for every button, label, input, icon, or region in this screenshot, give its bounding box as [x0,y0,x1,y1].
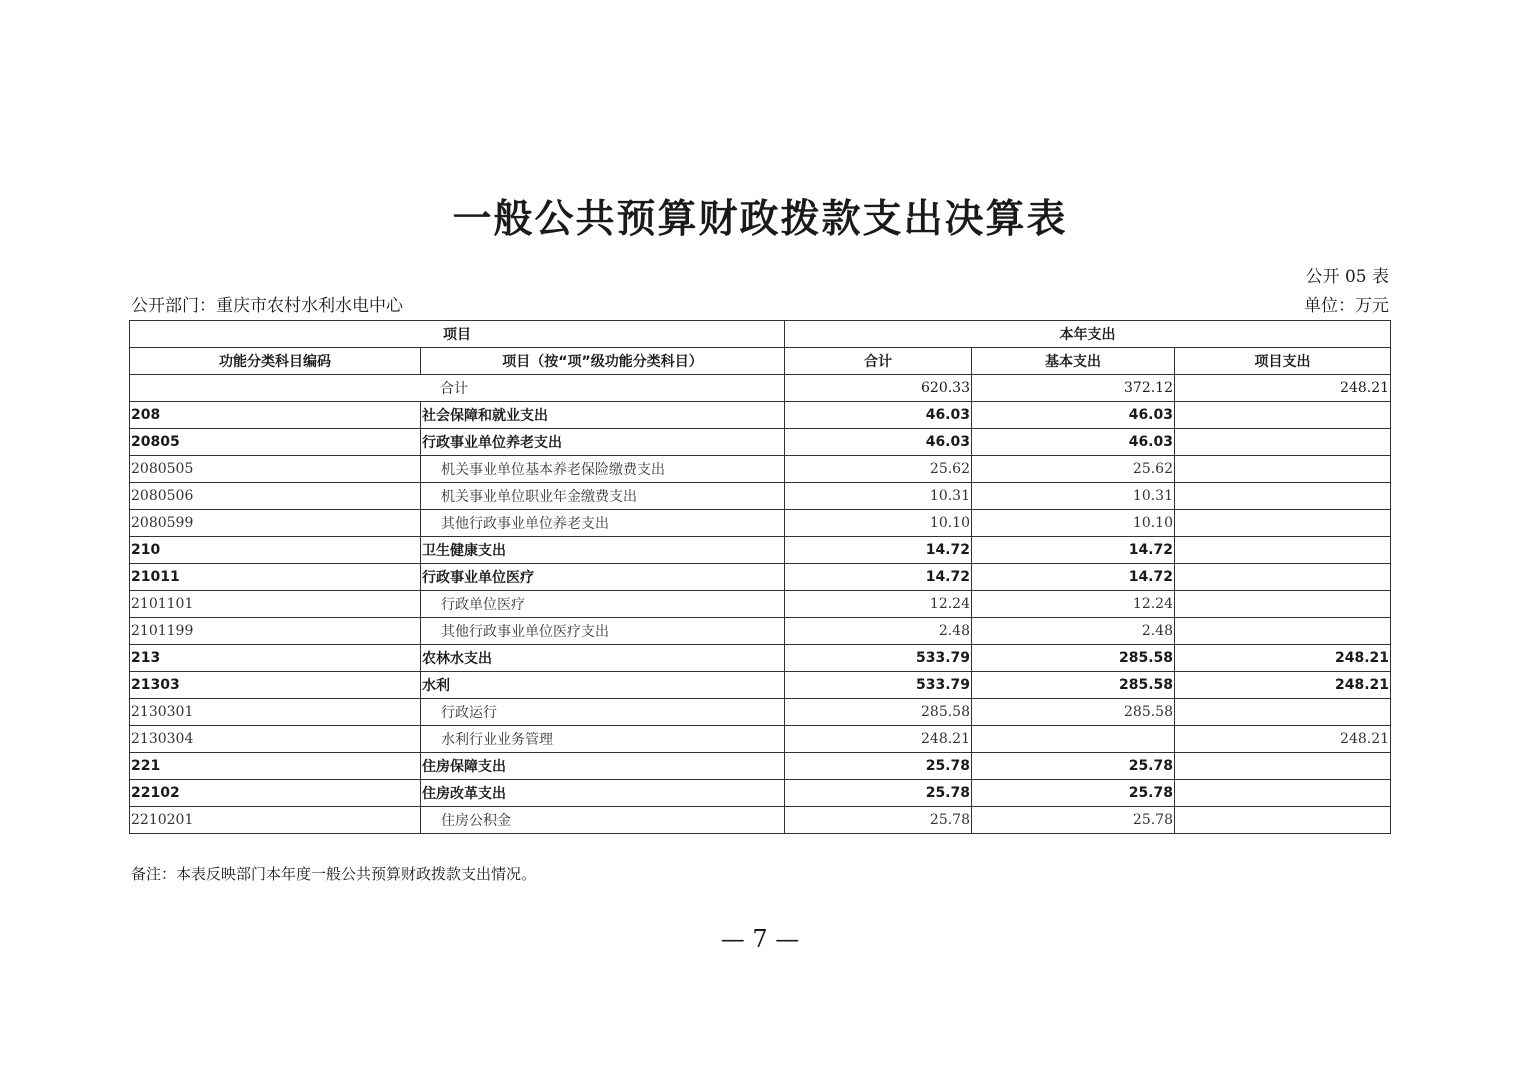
cell-total: 2.48 [785,618,972,645]
cell-name: 水利 [421,672,785,699]
cell-code: 221 [130,753,421,780]
cell-basic: 46.03 [972,402,1175,429]
cell-name: 住房改革支出 [421,780,785,807]
cell-project [1175,429,1391,456]
cell-code: 20805 [130,429,421,456]
table-row [130,537,1391,564]
column-header-basic: 基本支出 [972,348,1175,375]
table-row [130,483,1391,510]
cell-code: 21011 [130,564,421,591]
cell-code: 2130301 [130,699,421,726]
cell-total: 25.62 [785,456,972,483]
cell-name: 行政事业单位养老支出 [421,429,785,456]
cell-project [1175,807,1391,834]
column-header-name: 项目（按“项”级功能分类科目） [421,348,785,375]
cell-project: 248.21 [1175,672,1391,699]
cell-basic: 285.58 [972,645,1175,672]
cell-code: 2101101 [130,591,421,618]
cell-basic: 25.62 [972,456,1175,483]
cell-name: 其他行政事业单位养老支出 [421,510,785,537]
document-title: 一般公共预算财政拨款支出决算表 [452,196,1068,242]
cell-total: 14.72 [785,564,972,591]
cell-total: 10.31 [785,483,972,510]
cell-basic: 12.24 [972,591,1175,618]
cell-total: 533.79 [785,645,972,672]
group-header-current-year: 本年支出 [785,321,1391,348]
table-row [130,807,1391,834]
cell-basic: 14.72 [972,564,1175,591]
unit-label: 单位：万元 [1304,296,1389,316]
cell-basic: 14.72 [972,537,1175,564]
cell-code: 2101199 [130,618,421,645]
cell-total: 14.72 [785,537,972,564]
cell-name: 农林水支出 [421,645,785,672]
cell-name: 机关事业单位基本养老保险缴费支出 [421,456,785,483]
cell-code: 2130304 [130,726,421,753]
column-header-project: 项目支出 [1175,348,1391,375]
cell-code: 22102 [130,780,421,807]
cell-code: 2080599 [130,510,421,537]
table-row [130,780,1391,807]
cell-total: 25.78 [785,780,972,807]
cell-name: 行政单位医疗 [421,591,785,618]
cell-total: 12.24 [785,591,972,618]
table-row [130,510,1391,537]
cell-total: 533.79 [785,672,972,699]
table-row [130,645,1391,672]
cell-project: 248.21 [1175,645,1391,672]
cell-total: 25.78 [785,807,972,834]
cell-project [1175,591,1391,618]
cell-name: 机关事业单位职业年金缴费支出 [421,483,785,510]
cell-project [1175,483,1391,510]
column-header-row [130,348,1391,375]
cell-total: 46.03 [785,429,972,456]
cell-basic: 10.31 [972,483,1175,510]
table-row [130,591,1391,618]
total-row-label: 合计 [130,375,785,402]
cell-code: 213 [130,645,421,672]
cell-basic [972,726,1175,753]
cell-basic: 25.78 [972,780,1175,807]
group-header-row [130,321,1391,348]
total-row-project: 248.21 [1175,375,1391,402]
cell-basic: 25.78 [972,753,1175,780]
group-header-project: 项目 [130,321,785,348]
cell-project [1175,780,1391,807]
table-row [130,456,1391,483]
cell-name: 其他行政事业单位医疗支出 [421,618,785,645]
form-number: 公开 05 表 [1305,267,1389,287]
table-row [130,753,1391,780]
cell-basic: 46.03 [972,429,1175,456]
cell-project [1175,564,1391,591]
total-row-basic: 372.12 [972,375,1175,402]
cell-code: 2210201 [130,807,421,834]
cell-code: 21303 [130,672,421,699]
column-header-total: 合计 [785,348,972,375]
cell-name: 住房公积金 [421,807,785,834]
footnote: 备注：本表反映部门本年度一般公共预算财政拨款支出情况。 [131,865,537,883]
total-row [130,375,1391,402]
department-label: 公开部门：重庆市农村水利水电中心 [131,296,403,316]
table-row [130,672,1391,699]
cell-total: 46.03 [785,402,972,429]
column-header-code: 功能分类科目编码 [130,348,421,375]
cell-project [1175,618,1391,645]
cell-name: 水利行业业务管理 [421,726,785,753]
table-row [130,429,1391,456]
cell-name: 行政运行 [421,699,785,726]
table-row [130,564,1391,591]
table-row [130,699,1391,726]
cell-project [1175,510,1391,537]
total-row-total: 620.33 [785,375,972,402]
cell-basic: 25.78 [972,807,1175,834]
cell-total: 25.78 [785,753,972,780]
cell-project [1175,753,1391,780]
cell-code: 2080506 [130,483,421,510]
cell-code: 208 [130,402,421,429]
table-row [130,726,1391,753]
cell-project [1175,537,1391,564]
cell-name: 行政事业单位医疗 [421,564,785,591]
budget-table [129,320,1391,834]
cell-project [1175,402,1391,429]
table-body [130,375,1391,834]
cell-project [1175,699,1391,726]
cell-code: 2080505 [130,456,421,483]
cell-basic: 285.58 [972,672,1175,699]
cell-total: 285.58 [785,699,972,726]
cell-project [1175,456,1391,483]
cell-basic: 285.58 [972,699,1175,726]
page-number: — 7 — [720,925,800,953]
table-row [130,618,1391,645]
table-row [130,402,1391,429]
cell-name: 社会保障和就业支出 [421,402,785,429]
cell-project: 248.21 [1175,726,1391,753]
cell-name: 卫生健康支出 [421,537,785,564]
cell-total: 10.10 [785,510,972,537]
cell-name: 住房保障支出 [421,753,785,780]
cell-code: 210 [130,537,421,564]
cell-basic: 2.48 [972,618,1175,645]
cell-basic: 10.10 [972,510,1175,537]
cell-total: 248.21 [785,726,972,753]
